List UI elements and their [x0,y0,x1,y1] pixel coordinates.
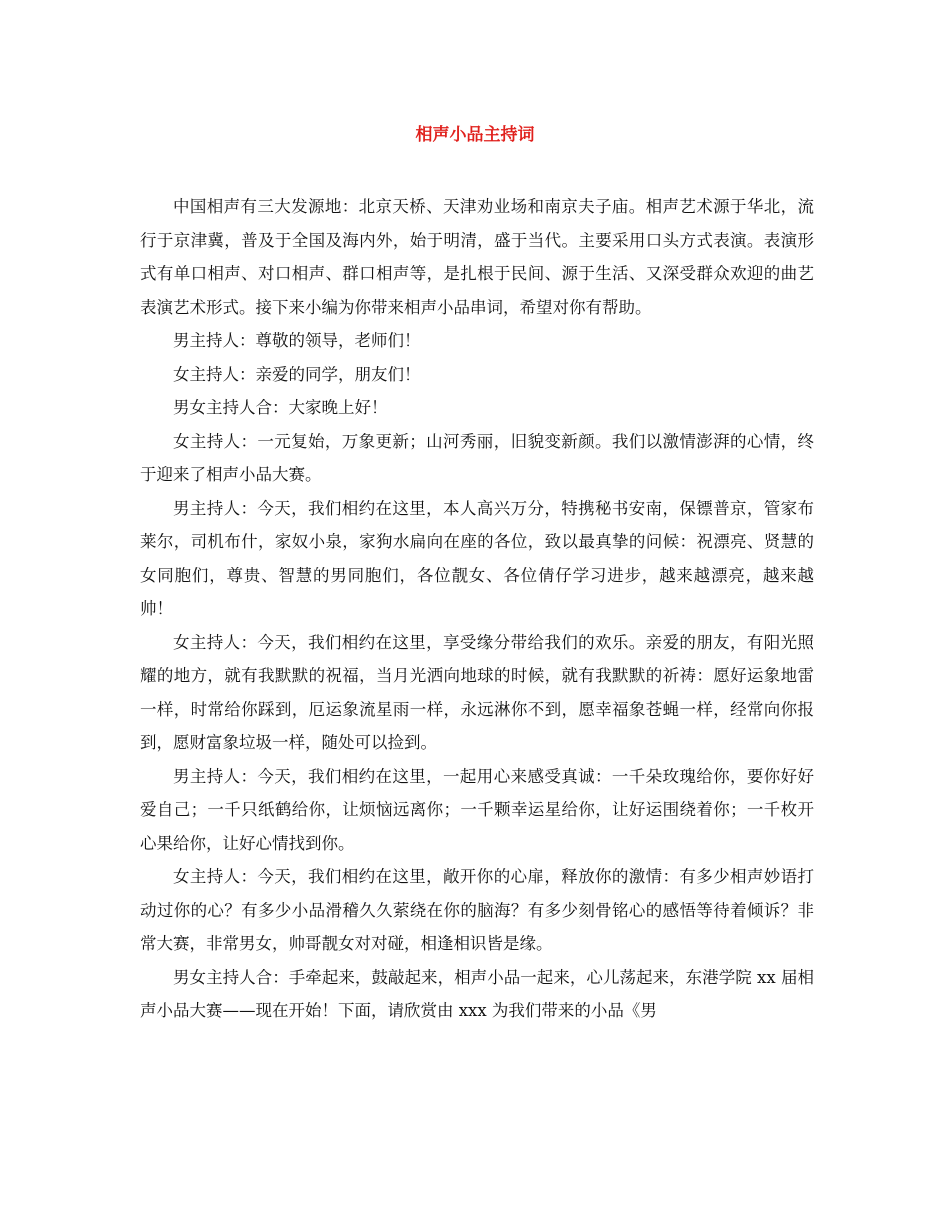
paragraph-intro: 中国相声有三大发源地：北京天桥、天津劝业场和南京夫子庙。相声艺术源于华北，流行于京津冀，普及于全国及海内外，始于明清，盛于当代。主要采用口头方式表演。表演形式有单口相声、对口相声、群口相声等，是扎根于民间、源于生活、又深受群众欢迎的曲艺表演艺术形式。接下来小编为你带来相声小品串词，希望对你有帮助。 [140,197,814,317]
paragraph-male-host-sincerity: 男主持人：今天，我们相约在这里，一起用心来感受真诚：一千朵玫瑰给你，要你好好爱自己；一千只纸鹤给你，让烦恼远离你；一千颗幸运星给你，让好运围绕着你；一千枚开心果给你，让好心情找到你。 [140,766,814,853]
paragraph-female-host-greeting: 女主持人：亲爱的同学，朋友们！ [173,364,421,384]
paragraph-female-host-blessings: 女主持人：今天，我们相约在这里，享受缘分带给我们的欢乐。亲爱的朋友，有阳光照耀的地方，就有我默默的祝福，当月光洒向地球的时候，就有我默默的祈祷：愿好运象地雷一样，时常给你踩到，厄运象流星雨一样，永远淋你不到，愿幸福象苍蝇一样，经常向你报到，愿财富象垃圾一样，随处可以捡到。 [140,632,814,752]
paragraph-female-host-opening: 女主持人：一元复始，万象更新；山河秀丽，旧貌变新颜。我们以激情澎湃的心情，终于迎来了相声小品大赛。 [140,431,814,484]
paragraph-female-host-passion: 女主持人：今天，我们相约在这里，敞开你的心扉，释放你的激情：有多少相声妙语打动过你的心？有多少小品滑稽久久萦绕在你的脑海？有多少刻骨铭心的感悟等待着倾诉？非常大赛，非常男女，帅哥靓女对对碰，相逢相识皆是缘。 [140,867,814,953]
document-body [140,190,814,1028]
paragraph-both-hosts-greeting: 男女主持人合：大家晚上好！ [173,398,388,417]
document-title: 相声小品主持词 [415,125,535,145]
paragraph-male-host-wishes: 男主持人：今天，我们相约在这里，本人高兴万分，特携秘书安南，保镖普京，管家布莱尔，司机布什，家奴小泉，家狗水扁向在座的各位，致以最真挚的问候：祝漂亮、贤慧的女同胞们，尊贵、智慧的男同胞们，各位靓女、各位倩仔学习进步，越来越漂亮，越来越帅！ [140,498,814,618]
paragraph-both-hosts-start: 男女主持人合：手牵起来，鼓敲起来，相声小品一起来，心儿荡起来，东港学院 xx 届相声小品大赛——现在开始！下面，请欣赏由 xxx 为我们带来的小品《男 [140,967,814,1020]
paragraph-male-host-greeting: 男主持人：尊敬的领导，老师们！ [173,331,421,350]
